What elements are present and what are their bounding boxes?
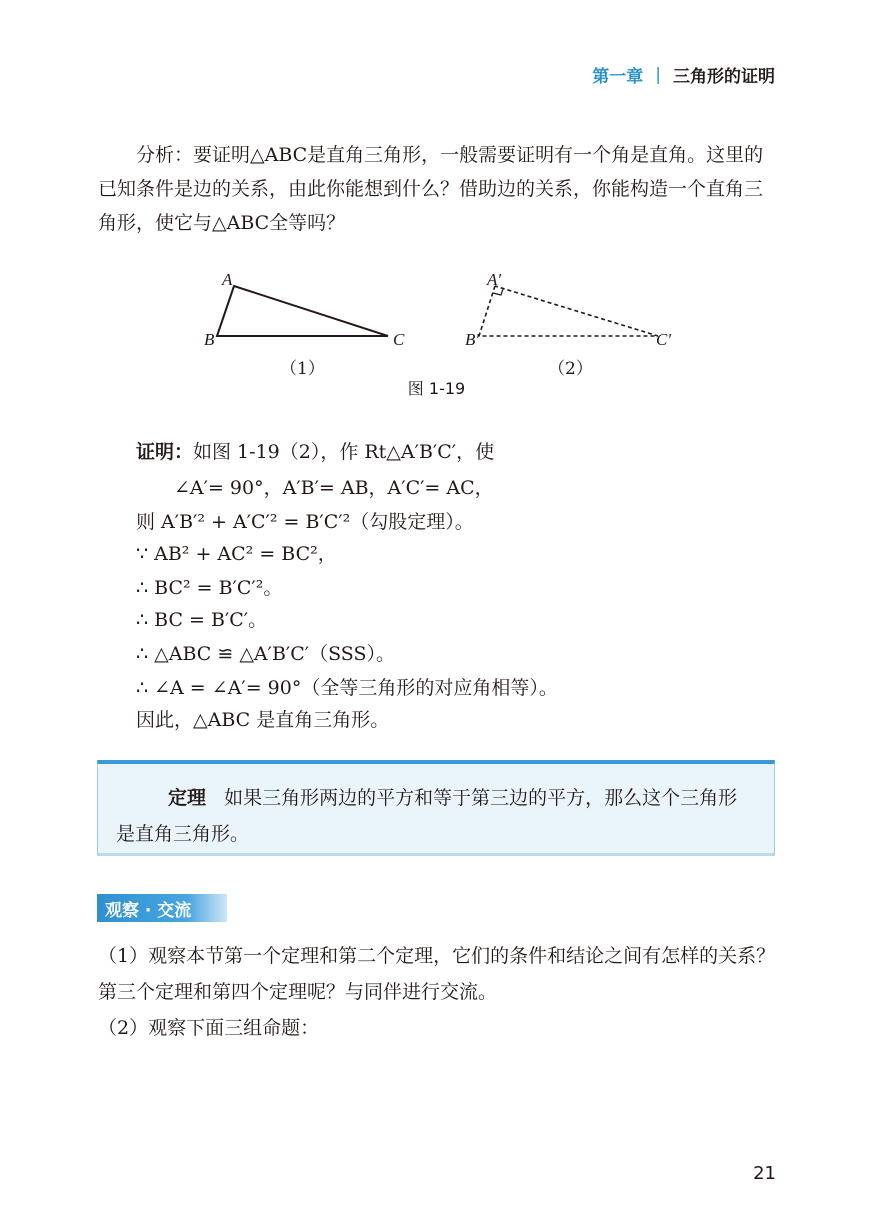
- figure-1-19: [190, 262, 710, 352]
- chapter-label: 第一章: [592, 67, 644, 87]
- vertex-c-label: C: [393, 330, 405, 349]
- theorem-text: [116, 780, 756, 852]
- proof-line-2: ∠A′= 90°，A′B′= AB，A′C′= AC，: [174, 477, 494, 499]
- proof-step-1: 如图 1-19（2），作 Rt△A′B′C′，使: [193, 441, 495, 463]
- vertex-b-prime-label: B′: [465, 330, 480, 349]
- page-number: 21: [753, 1163, 776, 1184]
- figure-caption: 图 1-19: [407, 379, 466, 398]
- proof-line-7: ∴ △ABC ≌ △A′B′C′（SSS）。: [136, 643, 395, 665]
- vertex-a-label: A: [222, 270, 233, 289]
- proof-line-5: ∴ BC² = B′C′²。: [136, 577, 283, 599]
- theorem-label: 定理: [168, 787, 207, 809]
- triangle-a-prime-b-prime-c-prime: [479, 286, 658, 336]
- proof-label: 证明：: [136, 441, 194, 463]
- proof-line-1: [136, 437, 494, 467]
- theorem-statement: 如果三角形两边的平方和等于第三边的平方，那么这个三角形是直角三角形。: [116, 787, 738, 845]
- proof-line-6: ∴ BC = B′C′。: [136, 609, 268, 631]
- section-tag-observe-exchange: 观察 · 交流: [97, 894, 227, 922]
- theorem-box: [97, 760, 775, 856]
- analysis-paragraph: 分析：要证明△ABC是直角三角形，一般需要证明有一个角是直角。这里的已知条件是边的关系，由此你能想到什么？借助边的关系，你能构造一个直角三角形，使它与△ABC全等吗？: [98, 144, 764, 234]
- header-separator: |: [655, 64, 661, 85]
- vertex-c-prime-label: C′: [656, 330, 672, 349]
- chapter-title: 三角形的证明: [673, 67, 775, 87]
- proof-line-3: 则 A′B′² + A′C′² = B′C′²（勾股定理）。: [136, 511, 474, 533]
- figure-1-label: （1）: [280, 359, 325, 379]
- proof-line-8: ∴ ∠A = ∠A′= 90°（全等三角形的对应角相等）。: [136, 677, 558, 699]
- vertex-a-prime-label: A′: [487, 270, 502, 289]
- proof-conclusion: 因此，△ABC 是直角三角形。: [136, 709, 390, 731]
- vertex-b-label: B: [204, 330, 215, 349]
- figure-2-label: （2）: [548, 359, 593, 379]
- observe-paragraph-1: （1）观察本节第一个定理和第二个定理，它们的条件和结论之间有怎样的关系？第三个定理和第四个定理呢？与同伴进行交流。: [98, 945, 776, 1003]
- triangle-abc: [217, 286, 388, 336]
- observe-paragraph-2: （2）观察下面三组命题：: [98, 1017, 320, 1039]
- proof-line-4: ∵ AB² + AC² = BC²，: [136, 543, 337, 565]
- page-header: [592, 62, 775, 87]
